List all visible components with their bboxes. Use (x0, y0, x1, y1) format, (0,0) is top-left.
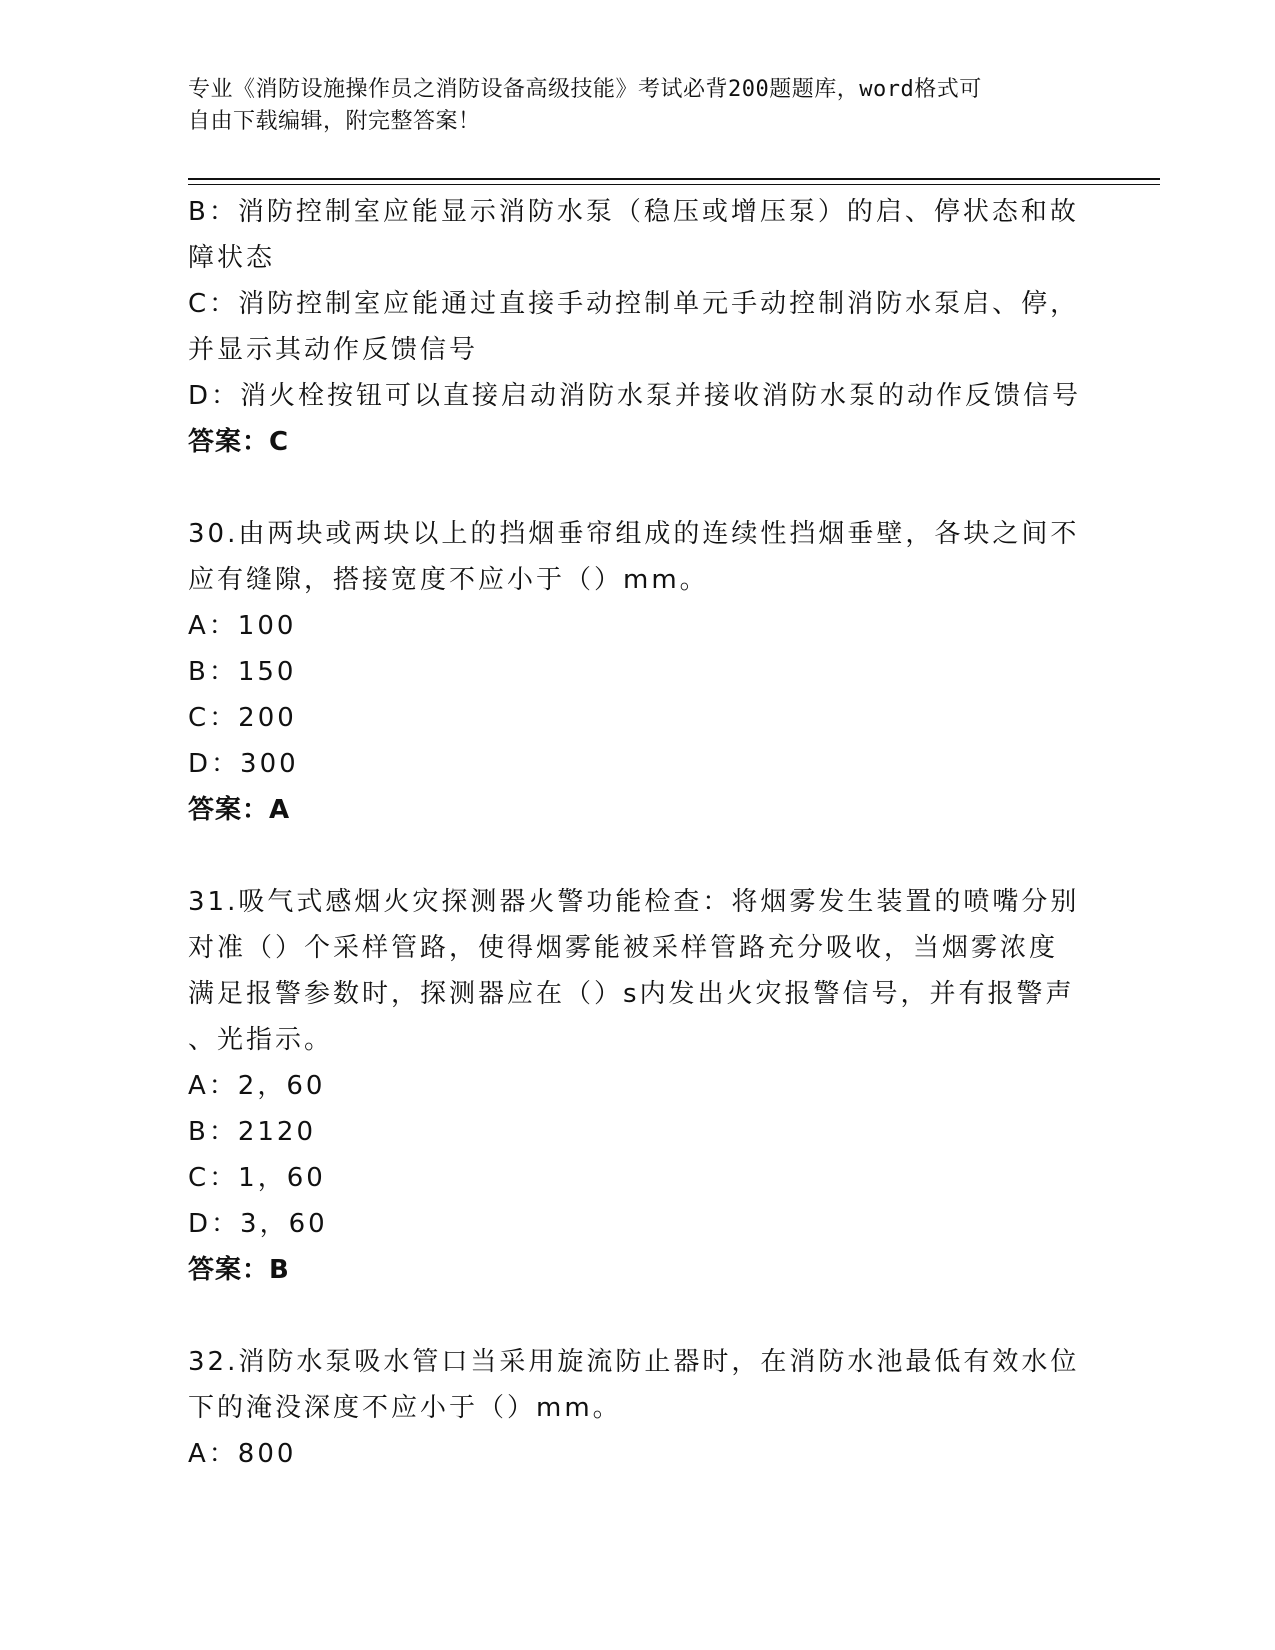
option-d: D：300 (188, 749, 299, 779)
question-31 (188, 879, 1088, 1293)
header-rule-thick (188, 178, 1160, 180)
option-b-line-2: 障状态 (188, 243, 276, 273)
question-text-line-2: 应有缝隙，搭接宽度不应小于（）mm。 (188, 565, 709, 595)
option-c: C：200 (188, 703, 297, 733)
header-rule-thin (188, 184, 1160, 185)
option-c-line-1: C：消防控制室应能通过直接手动控制单元手动控制消防水泵启、停， (188, 289, 1080, 319)
answer: 答案：A (188, 795, 291, 825)
option-d: D：消火栓按钮可以直接启动消防水泵并接收消防水泵的动作反馈信号 (188, 381, 1082, 411)
question-text-line-2: 下的淹没深度不应小于（）mm。 (188, 1393, 622, 1423)
option-c-line-2: 并显示其动作反馈信号 (188, 335, 479, 365)
question-text-line-1: 32.消防水泵吸水管口当采用旋流防止器时，在消防水池最低有效水位 (188, 1347, 1080, 1377)
option-b-line-1: B：消防控制室应能显示消防水泵（稳压或增压泵）的启、停状态和故 (188, 197, 1079, 227)
option-a: A：800 (188, 1439, 297, 1469)
question-text-line-1: 30.由两块或两块以上的挡烟垂帘组成的连续性挡烟垂壁，各块之间不 (188, 519, 1080, 549)
question-32 (188, 1339, 1088, 1477)
option-a: A：2，60 (188, 1071, 326, 1101)
header-line-2: 自由下载编辑，附完整答案！ (188, 109, 481, 134)
question-text-line-1: 31.吸气式感烟火灾探测器火警功能检查：将烟雾发生装置的喷嘴分别 (188, 887, 1080, 917)
document-body (188, 189, 1088, 1477)
option-b: B：150 (188, 657, 297, 687)
document-header (188, 74, 1088, 138)
header-line-1: 专业《消防设施操作员之消防设备高级技能》考试必背200题题库，word格式可 (188, 77, 982, 102)
spacer (188, 833, 1088, 879)
question-30 (188, 511, 1088, 833)
option-d: D：3，60 (188, 1209, 328, 1239)
spacer (188, 1293, 1088, 1339)
answer: 答案：B (188, 1255, 290, 1285)
question-text-line-2: 对准（）个采样管路，使得烟雾能被采样管路充分吸收，当烟雾浓度 (188, 933, 1059, 963)
option-a: A：100 (188, 611, 297, 641)
question-29-continuation (188, 189, 1088, 465)
question-text-line-3: 满足报警参数时，探测器应在（）s内发出火灾报警信号，并有报警声 (188, 979, 1075, 1009)
option-c: C：1，60 (188, 1163, 326, 1193)
option-b: B：2120 (188, 1117, 317, 1147)
answer: 答案：C (188, 427, 290, 457)
question-text-line-4: 、光指示。 (188, 1025, 334, 1055)
spacer (188, 465, 1088, 511)
